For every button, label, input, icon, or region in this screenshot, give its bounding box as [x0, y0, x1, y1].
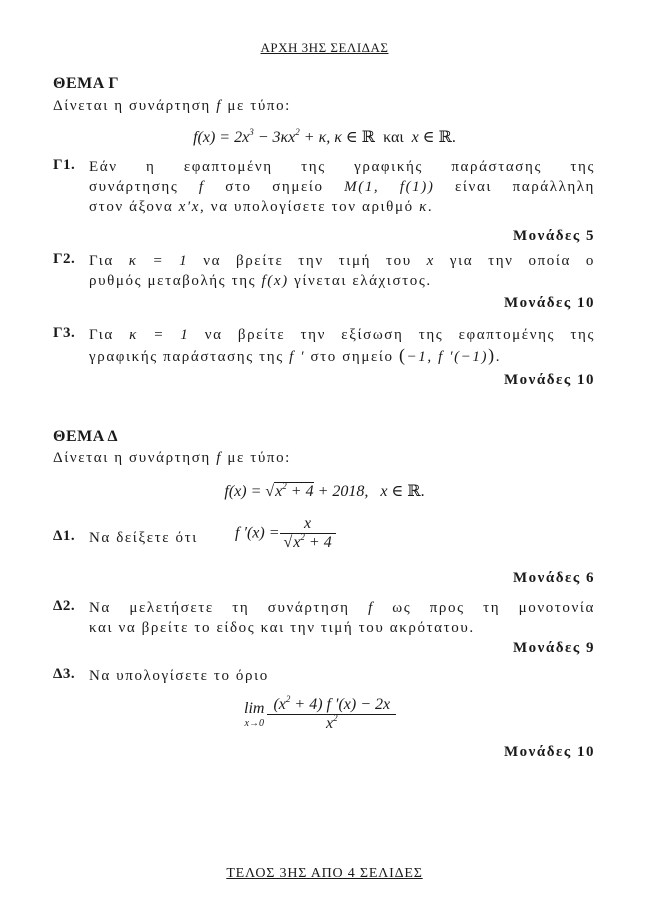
page-header: ΑΡΧΗ 3ΗΣ ΣΕΛΙΔΑΣ — [260, 40, 389, 55]
question-d3-formula: lim x→0 $\frac{(x^2 + 4) f '(x) - 2x}{x^2}$ — [244, 696, 396, 733]
question-c2-marks: Μονάδες 10 — [503, 295, 595, 311]
question-d2-marks: Μονάδες 9 — [512, 640, 595, 656]
question-c1-label: Γ1. — [53, 157, 76, 173]
theme-d-intro: Δίνεται η συνάρτηση f με τύπο: — [53, 450, 291, 466]
question-c3-text: Για κ = 1 να βρείτε την εξίσωση της εφαπτομένης της γραφικής παράστασης της f ′ στο σημείο (−1, f ′(−1)). — [89, 327, 595, 365]
question-c1-marks: Μονάδες 5 — [512, 228, 595, 244]
question-d3-label: Δ3. — [53, 666, 76, 682]
question-c2-label: Γ2. — [53, 251, 76, 267]
question-d1-marks: Μονάδες 6 — [512, 570, 595, 586]
theme-d-formula: $f(x) = √x^2 + 4 + 2018$, x ∈ ℝ. — [224, 481, 425, 500]
question-d3-text: Να υπολογίσετε το όριο — [89, 668, 269, 684]
question-d1-formula: f ′(x) = $\frac{x}{√x^2 + 4}$ — [235, 515, 336, 552]
question-d3-marks: Μονάδες 10 — [503, 744, 595, 760]
theme-c-title: ΘΕΜΑ Γ — [53, 75, 120, 92]
question-c3-label: Γ3. — [53, 325, 76, 341]
question-d2-label: Δ2. — [53, 598, 76, 614]
question-d1-label: Δ1. — [53, 528, 76, 544]
question-c2-text: Για κ = 1 να βρείτε την τιμή του x για την οποία ο ρυθμός μεταβολής της f(x) γίνεται ελάχιστος. — [89, 253, 595, 289]
question-c1-text: Εάν η εφαπτομένη της γραφικής παράστασης της συνάρτησης f στο σημείο M(1, f(1)) είναι παράλληλη στον άξονα x′x, να υπολογίσετε τον αριθμό κ. — [89, 159, 595, 215]
question-d2-text: Να μελετήσετε τη συνάρτηση f ως προς τη μονοτονία και να βρείτε το είδος και την τιμή του ακρότατου. — [89, 600, 596, 636]
theme-c-intro: Δίνεται η συνάρτηση f με τύπο: — [53, 98, 291, 114]
theme-c-formula: $f(x) = 2x^3 - 3\kappa x^2 + \kappa$, κ ∈ ℝ και x ∈ ℝ. — [193, 127, 456, 146]
page-footer: ΤΕΛΟΣ 3ΗΣ ΑΠΟ 4 ΣΕΛΙΔΕΣ — [226, 866, 423, 881]
question-c3-marks: Μονάδες 10 — [503, 372, 595, 388]
question-d1-text: Να δείξετε ότι — [89, 530, 198, 546]
theme-d-title: ΘΕΜΑ Δ — [53, 428, 119, 445]
